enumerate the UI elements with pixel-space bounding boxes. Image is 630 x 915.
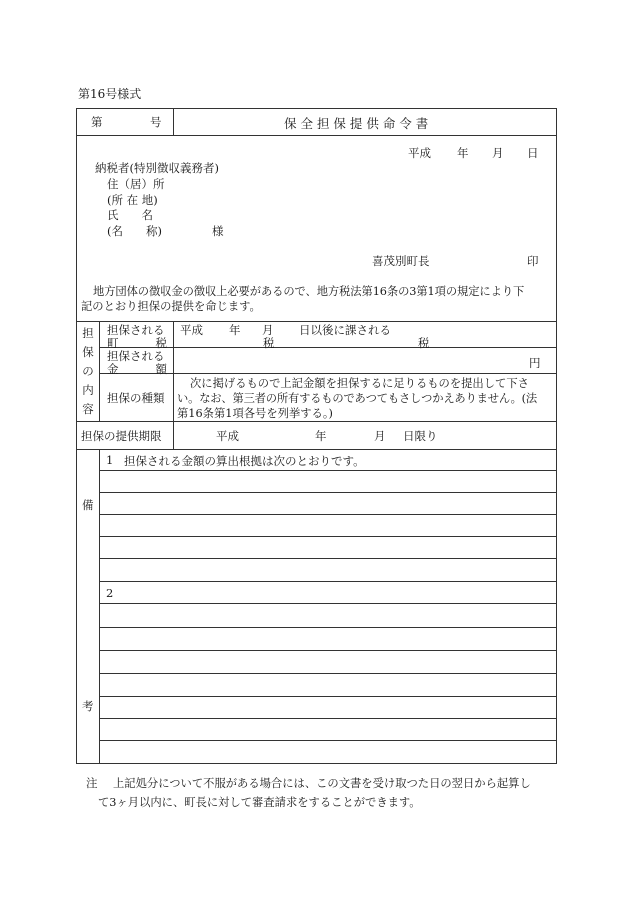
- deadline-day: 日限り: [403, 429, 438, 443]
- deadline-month: 月: [374, 429, 386, 443]
- date-month: 月: [492, 146, 504, 160]
- tax-era: 平成: [180, 323, 203, 337]
- remarks-item-1-text: 担保される金額の算出根拠は次のとおりです。: [124, 454, 365, 468]
- side-label-char: 内: [82, 383, 94, 397]
- remarks-item-1-number: 1: [106, 453, 114, 467]
- taxpayer-name-label: 氏 名: [107, 208, 153, 222]
- remarks-label-top: 備: [82, 498, 94, 512]
- amount-label-line-2: [107, 361, 167, 377]
- deadline-label: 担保の提供期限: [81, 429, 162, 443]
- type-label: 担保の種類: [107, 391, 165, 405]
- type-text-line-3: 第16条第1項各号を列挙する。): [177, 407, 333, 420]
- body-line-1: 地方団体の徴収金の徴収上必要があるので、地方税法第16条の3第1項の規定により下: [93, 285, 525, 298]
- body-line-2: 記のとおり担保の提供を命じます。: [81, 300, 261, 313]
- side-label-char: 容: [82, 402, 94, 416]
- date-era: 平成: [408, 146, 431, 160]
- deadline-year: 年: [315, 429, 327, 443]
- taxpayer-location-label: (所 在 地): [107, 193, 158, 207]
- remarks-item-2-number: 2: [106, 586, 114, 600]
- issuer-title: 喜茂別町長: [372, 254, 430, 268]
- tax-label-town: 町: [107, 336, 119, 350]
- deadline-era: 平成: [216, 429, 239, 443]
- date-day: 日: [527, 146, 539, 160]
- note-prefix: 注: [86, 776, 98, 790]
- tax-label-tax: 税: [155, 336, 167, 350]
- number-label-first: 第: [91, 115, 103, 129]
- side-label-char: の: [82, 364, 94, 378]
- tax-suffix-second: 税: [418, 336, 430, 350]
- taxpayer-company-label: (名 称): [107, 224, 162, 238]
- type-text-line-2: い。なお、第三者の所有するものであつてもさしつかえありません。(法: [177, 392, 537, 405]
- form-number: 第16号様式: [78, 87, 142, 101]
- seal-mark: 印: [527, 254, 539, 268]
- amount-label-money: 金: [107, 362, 119, 376]
- amount-label-line-1: 担保される: [107, 349, 165, 363]
- tax-month: 月: [262, 323, 274, 337]
- note-line-1: 上記処分について不服がある場合には、この文書を受け取つた日の翌日から起算し: [113, 777, 531, 790]
- tax-after-label: 日以後に課される: [299, 323, 391, 337]
- taxpayer-address-label: 住（居）所: [107, 177, 165, 191]
- date-year: 年: [457, 146, 469, 160]
- amount-label-amount: 額: [155, 362, 167, 376]
- number-label-last: 号: [150, 115, 162, 129]
- amount-unit: 円: [529, 356, 541, 370]
- remarks-label-bottom: 考: [82, 699, 94, 713]
- document-title: 保 全 担 保 提 供 命 令 書: [284, 116, 429, 131]
- taxpayer-honorific: 様: [212, 224, 224, 238]
- guarantee-side-label: [81, 324, 95, 419]
- tax-suffix-first: 税: [263, 336, 275, 350]
- taxpayer-heading: 納税者(特別徴収義務者): [95, 161, 219, 175]
- side-label-char: 担: [82, 326, 94, 340]
- type-text-line-1: 次に掲げるもので上記金額を担保するに足りるものを提出して下さ: [190, 377, 529, 390]
- tax-label-line-1: 担保される: [107, 323, 165, 337]
- side-label-char: 保: [82, 345, 94, 359]
- note-line-2: て3ヶ月以内に、町長に対して審査請求をすることができます。: [98, 796, 421, 809]
- tax-year: 年: [229, 323, 241, 337]
